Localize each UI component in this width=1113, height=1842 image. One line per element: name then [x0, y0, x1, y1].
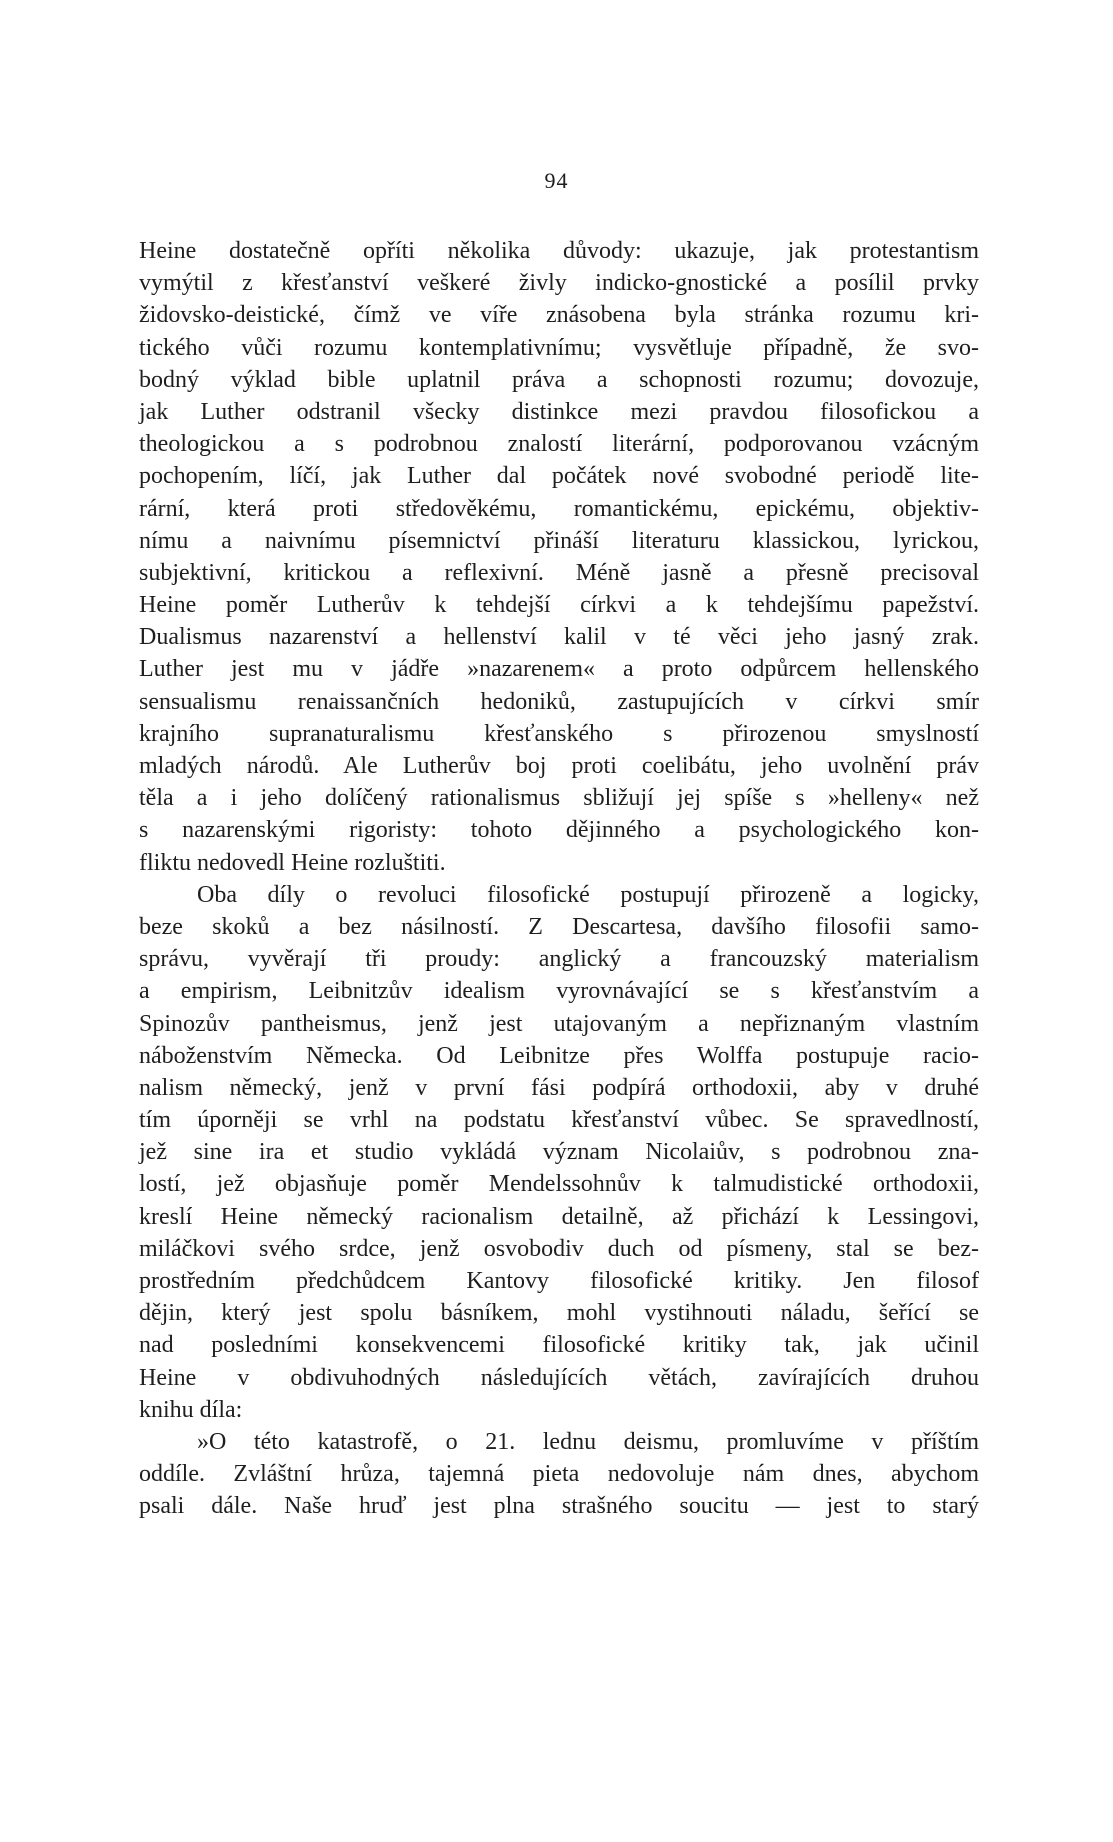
text-line: jež sine ira et studio vykládá význam Nicolaiův, s podrobnou zna-: [139, 1139, 979, 1166]
text-line: Heine dostatečně opříti několika důvody: ukazuje, jak protestantism: [139, 238, 979, 264]
text-line: rární, která proti středověkému, romantickému, epickému, objektiv-: [139, 495, 979, 522]
text-line: tím úporněji se vrhl na podstatu křesťanství vůbec. Se spravedlností,: [139, 1107, 979, 1134]
body-text: [139, 235, 979, 1523]
text-line: psali dále. Naše hruď jest plna strašného soucitu — jest to starý: [139, 1493, 979, 1520]
text-line: dějin, který jest spolu básníkem, mohl vystihnouti náladu, šeřící se: [139, 1300, 979, 1327]
text-line: subjektivní, kritickou a reflexivní. Méně jasně a přesně precisoval: [139, 559, 979, 586]
text-line: Heine v obdivuhodných následujících větách, zavírajících druhou: [139, 1364, 979, 1391]
text-line: oddíle. Zvláštní hrůza, tajemná pieta nedovoluje nám dnes, abychom: [139, 1461, 979, 1488]
text-line: vymýtil z křesťanství veškeré živly indicko-gnostické a posílil prvky: [139, 270, 979, 297]
text-line: fliktu nedovedl Heine rozluštiti.: [139, 849, 446, 876]
text-line: nad posledními konsekvencemi filosofické kritiky tak, jak učinil: [139, 1332, 979, 1359]
text-line: sensualismu renaissančních hedoniků, zastupujících v církvi smír: [139, 688, 979, 715]
text-line: židovsko-deistické, čímž ve víře znásobena byla stránka rozumu kri-: [139, 302, 979, 329]
text-line: Dualismus nazarenství a hellenství kalil v té věci jeho jasný zrak.: [139, 624, 979, 651]
text-line: s nazarenskými rigoristy: tohoto dějinného a psychologického kon-: [139, 817, 979, 844]
text-line: miláčkovi svého srdce, jenž osvobodiv duch od písmeny, stal se bez-: [139, 1235, 979, 1262]
text-line: knihu díla:: [139, 1396, 243, 1423]
text-line: bodný výklad bible uplatnil práva a schopnosti rozumu; dovozuje,: [139, 366, 979, 393]
text-line: Heine poměr Lutherův k tehdejší církvi a k tehdejšímu papežství.: [139, 592, 979, 619]
text-line: nalism německý, jenž v první fási podpírá orthodoxii, aby v druhé: [139, 1074, 979, 1101]
text-line: a empirism, Leibnitzův idealism vyrovnávající se s křesťanstvím a: [139, 978, 979, 1005]
text-line: jak Luther odstranil všecky distinkce mezi pravdou filosofickou a: [139, 398, 979, 425]
text-line: nímu a naivnímu písemnictví přináší literaturu klassickou, lyrickou,: [139, 527, 979, 554]
paragraph-start-line: »O této katastrofě, o 21. lednu deismu, promluvíme v příštím: [197, 1428, 979, 1455]
text-line: správu, vyvěrají tři proudy: anglický a francouzský materialism: [139, 946, 979, 973]
text-line: lostí, jež objasňuje poměr Mendelssohnův k talmudistické orthodoxii,: [139, 1171, 979, 1198]
paragraph-start-line: Oba díly o revoluci filosofické postupují přirozeně a logicky,: [197, 881, 979, 908]
text-line: krajního supranaturalismu křesťanského s přirozenou smyslností: [139, 720, 979, 747]
text-line: těla a i jeho dolíčený rationalismus sbližují jej spíše s »helleny« než: [139, 785, 979, 812]
text-line: Spinozův pantheismus, jenž jest utajovaným a nepřiznaným vlastním: [139, 1010, 979, 1037]
text-line: kreslí Heine německý racionalism detailně, až přichází k Lessingovi,: [139, 1203, 979, 1230]
text-line: mladých národů. Ale Lutherův boj proti coelibátu, jeho uvolnění práv: [139, 753, 979, 779]
text-line: Luther jest mu v jádře »nazarenem« a proto odpůrcem hellenského: [139, 656, 979, 683]
text-line: náboženstvím Německa. Od Leibnitze přes Wolffa postupuje racio-: [139, 1042, 979, 1069]
text-line: prostředním předchůdcem Kantovy filosofické kritiky. Jen filosof: [139, 1268, 979, 1294]
page-number: 94: [544, 168, 569, 193]
text-line: tického vůči rozumu kontemplativnímu; vysvětluje případně, že svo-: [139, 334, 979, 361]
text-line: pochopením, líčí, jak Luther dal počátek nové svobodné periodě lite-: [139, 463, 979, 490]
text-line: theologickou a s podrobnou znalostí literární, podporovanou vzácným: [139, 431, 979, 458]
text-line: beze skoků a bez násilností. Z Descartesa, davšího filosofii samo-: [139, 913, 979, 940]
